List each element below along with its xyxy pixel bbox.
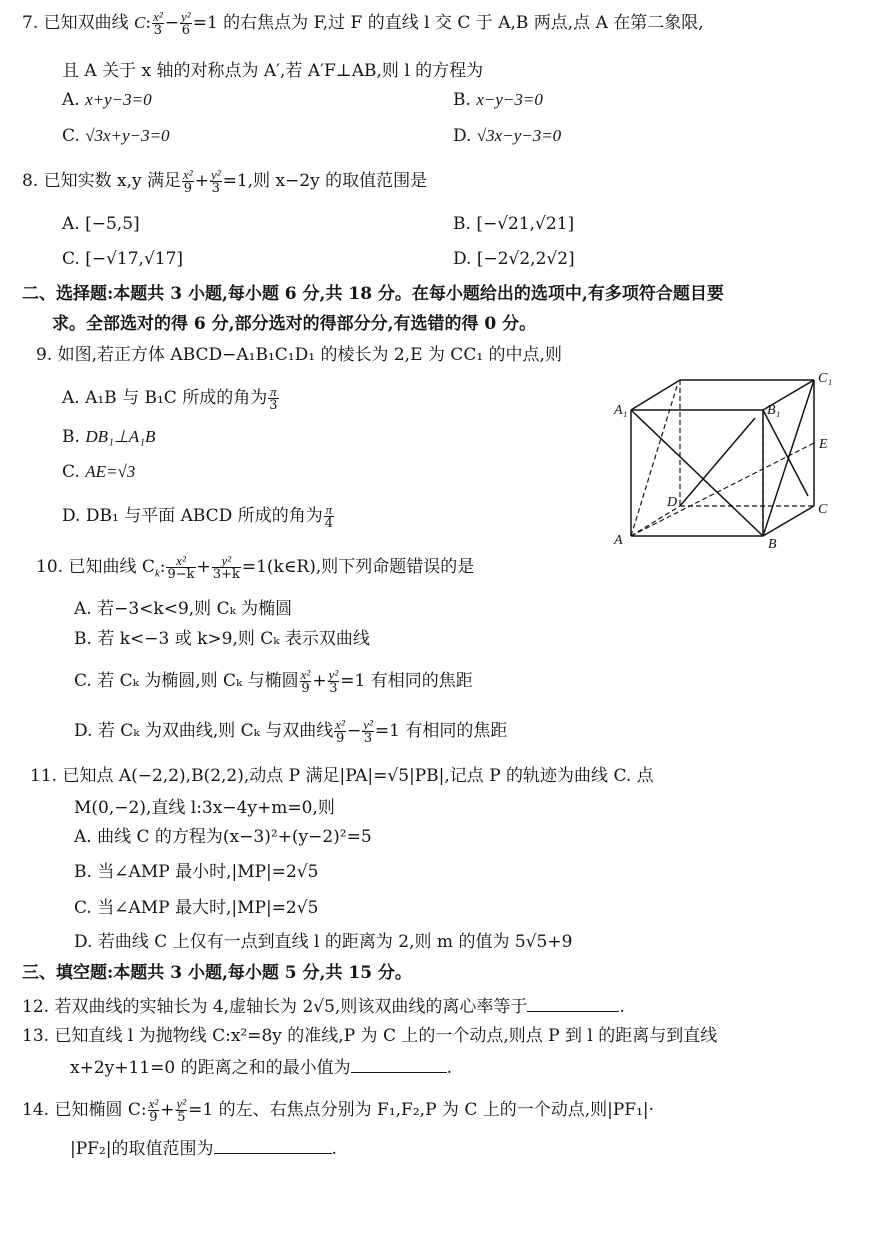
option-text: 若 Cₖ 为椭圆,则 Cₖ 与椭圆	[97, 671, 299, 691]
q12-stem-text: 12. 若双曲线的实轴长为 4,虚轴长为 2√5,则该双曲线的离心率等于	[22, 997, 528, 1017]
option-label: B.	[62, 427, 80, 447]
label-B: B	[768, 537, 777, 548]
option-label: A.	[62, 388, 80, 408]
q10-option-c-frac1: $\frac{\text{x²}}{9}$	[300, 667, 311, 696]
option-text: x−y−3=0	[476, 90, 543, 109]
option-text: AE=√3	[85, 462, 136, 481]
q10-frac1: $\frac{\text{x²}}{9-k}$	[167, 553, 195, 582]
option-text: A₁B 与 B₁C 所成的角为	[85, 388, 268, 408]
q13-answer-blank[interactable]	[351, 1058, 447, 1073]
option-label: C.	[74, 671, 92, 691]
label-C1: C₁	[818, 371, 833, 386]
q9-option-a-frac: $\frac{\pi}{3}$	[269, 384, 278, 413]
q10-stem-text: 10. 已知曲线 C	[36, 557, 155, 577]
option-label: D.	[62, 506, 81, 526]
q8-option-d[interactable]	[453, 248, 575, 270]
q13-stem-line2	[70, 1057, 452, 1079]
q14-frac2: $\frac{\text{y²}}{5}$	[176, 1096, 187, 1125]
cube-diagram-icon	[612, 368, 852, 548]
option-label: B.	[453, 90, 471, 110]
q11-stem-line2: M(0,−2),直线 l:3x−4y+m=0,则	[74, 798, 335, 818]
q10-option-c-frac2: $\frac{\text{y²}}{3}$	[328, 667, 339, 696]
q9-option-d[interactable]	[62, 503, 335, 530]
option-label: A.	[62, 90, 80, 110]
option-text: x+y−3=0	[85, 90, 152, 109]
cube-figure	[612, 368, 852, 548]
q13-stem-line1: 13. 已知直线 l 为抛物线 C:x²=8y 的准线,P 为 C 上的一个动点,则点 P 到 l 的距离与到直线	[22, 1026, 718, 1046]
q10-sub-k: k	[154, 567, 160, 580]
q8-option-a[interactable]	[62, 213, 140, 235]
q11-stem-line1: 11. 已知点 A(−2,2),B(2,2),动点 P 满足|PA|=√5|PB|,记点 P 的轨迹为曲线 C. 点	[30, 766, 654, 786]
option-text: √3x+y−3=0	[85, 126, 170, 145]
option-text: 当∠AMP 最大时,|MP|=2√5	[97, 898, 319, 918]
option-text: DB₁ 与平面 ABCD 所成的角为	[85, 506, 323, 526]
q9-option-d-frac: $\frac{\pi}{4}$	[324, 502, 333, 531]
q10-frac2: $\frac{\text{y²}}{3+k}$	[212, 553, 240, 582]
option-text: 若−3<k<9,则 Cₖ 为椭圆	[97, 599, 293, 619]
section2-heading-line2: 求。全部选对的得 6 分,部分选对的得部分分,有选错的得 0 分。	[52, 314, 537, 334]
q7-stem-text: 7. 已知双曲线	[22, 13, 135, 33]
q10-plus: +	[196, 557, 211, 577]
q11-option-b[interactable]	[74, 861, 319, 883]
q8-option-c[interactable]	[62, 248, 183, 270]
option-label: B.	[74, 629, 92, 649]
option-op: +	[312, 671, 327, 691]
q8-frac2: $\frac{\text{y²}}{3}$	[210, 167, 221, 196]
option-text: 若曲线 C 上仅有一点到直线 l 的距离为 2,则 m 的值为 5√5+9	[97, 932, 573, 952]
option-text: 若 Cₖ 为双曲线,则 Cₖ 与双曲线	[97, 721, 334, 741]
option-text: 当∠AMP 最小时,|MP|=2√5	[97, 862, 319, 882]
q8-option-b[interactable]	[453, 213, 574, 235]
q13-stem-text: x+2y+11=0 的距离之和的最小值为	[70, 1058, 351, 1078]
q14-end: .	[331, 1139, 337, 1159]
q13-end: .	[446, 1058, 452, 1078]
option-label: D.	[74, 932, 93, 952]
option-label: C.	[74, 898, 92, 918]
section2-heading-line1: 二、选择题:本题共 3 小题,每小题 6 分,共 18 分。在每小题给出的选项中,有多项符合题目要	[22, 284, 724, 304]
q10-option-d[interactable]	[74, 718, 507, 745]
q11-option-a[interactable]	[74, 826, 372, 848]
option-op: −	[346, 721, 362, 741]
q9-option-b[interactable]	[62, 426, 155, 448]
q14-answer-blank[interactable]	[214, 1139, 332, 1154]
q7-option-b[interactable]	[453, 89, 543, 111]
q11-option-d[interactable]	[74, 931, 572, 953]
option-label: A.	[62, 214, 80, 234]
option-text: [−2√2,2√2]	[476, 249, 575, 269]
label-D: D	[667, 495, 678, 510]
q7-stem-line2: 且 A 关于 x 轴的对称点为 A′,若 A′F⊥AB,则 l 的方程为	[62, 61, 484, 81]
option-label: D.	[453, 249, 472, 269]
option-label: D.	[74, 721, 93, 741]
q9-option-c[interactable]	[62, 461, 135, 483]
option-label: B.	[74, 862, 92, 882]
q14-stem-text-b: =1 的左、右焦点分别为 F₁,F₂,P 为 C 上的一个动点,则|PF₁|·	[188, 1100, 655, 1120]
option-label: C.	[62, 462, 80, 482]
q8-frac1: $\frac{\text{x²}}{9}$	[183, 167, 193, 196]
q8-stem	[22, 168, 427, 195]
option-text: [−√21,√21]	[476, 214, 575, 234]
q7-curve: C	[134, 13, 146, 32]
option-label: C.	[62, 249, 80, 269]
q14-plus: +	[160, 1100, 175, 1120]
option-text: DB₁⊥A₁B	[85, 427, 156, 446]
label-E: E	[819, 437, 828, 452]
q8-plus: +	[194, 171, 209, 191]
q7-option-a[interactable]	[62, 89, 152, 111]
option-text: 若 k<−3 或 k>9,则 Cₖ 表示双曲线	[97, 629, 370, 649]
q7-frac1: $\frac{\text{x²}}{3}$	[153, 9, 163, 38]
option-label: A.	[74, 827, 92, 847]
option-label: D.	[453, 126, 472, 146]
q7-option-d[interactable]	[453, 125, 561, 147]
q7-option-c[interactable]	[62, 125, 170, 147]
option-text: [−√17,√17]	[85, 249, 184, 269]
q10-colon: :	[159, 557, 166, 577]
option-text: [−5,5]	[85, 214, 140, 234]
q12-stem	[22, 996, 625, 1018]
q7-minus: −	[164, 13, 180, 33]
q9-option-a[interactable]	[62, 385, 280, 412]
q10-option-d-frac2: $\frac{\text{y²}}{3}$	[363, 717, 373, 746]
q10-option-b[interactable]	[74, 628, 370, 650]
q12-answer-blank[interactable]	[527, 997, 619, 1012]
q10-stem-text-b: =1(k∈R),则下列命题错误的是	[241, 557, 475, 577]
q7-frac2: $\frac{\text{y²}}{6}$	[181, 9, 191, 38]
q12-end: .	[619, 997, 625, 1017]
label-A1: A₁	[614, 403, 628, 418]
option-text-b: =1 有相同的焦距	[340, 671, 473, 691]
q10-option-c[interactable]	[74, 668, 473, 695]
section3-heading: 三、填空题:本题共 3 小题,每小题 5 分,共 15 分。	[22, 963, 412, 983]
q7-stem-text-b: =1 的右焦点为 F,过 F 的直线 l 交 C 于 A,B 两点,点 A 在第二象限,	[192, 13, 704, 33]
q10-option-a[interactable]	[74, 598, 292, 620]
q10-option-d-frac1: $\frac{\text{x²}}{9}$	[335, 717, 345, 746]
label-C: C	[818, 502, 828, 517]
option-text: √3x−y−3=0	[476, 126, 562, 145]
q7-stem-line1	[22, 10, 704, 37]
q8-stem-text: 8. 已知实数 x,y 满足	[22, 171, 182, 191]
option-label: A.	[74, 599, 92, 619]
q9-stem: 9. 如图,若正方体 ABCD−A₁B₁C₁D₁ 的棱长为 2,E 为 CC₁ 的中点,则	[36, 345, 562, 365]
option-label: C.	[62, 126, 80, 146]
label-A: A	[614, 533, 623, 548]
q11-option-c[interactable]	[74, 897, 318, 919]
option-label: B.	[453, 214, 471, 234]
q14-stem-text: |PF₂|的取值范围为	[70, 1139, 214, 1159]
q8-stem-text-b: =1,则 x−2y 的取值范围是	[222, 171, 428, 191]
q10-stem	[36, 554, 474, 584]
q7-colon: :	[145, 13, 152, 33]
q14-stem-line1	[22, 1097, 654, 1124]
q14-frac1: $\frac{\text{x²}}{9}$	[148, 1096, 159, 1125]
q14-stem-line2	[70, 1138, 337, 1160]
label-B1: B₁	[767, 403, 781, 418]
option-text: 曲线 C 的方程为(x−3)²+(y−2)²=5	[97, 827, 372, 847]
q14-stem-text: 14. 已知椭圆 C:	[22, 1100, 147, 1120]
option-text-b: =1 有相同的焦距	[374, 721, 508, 741]
